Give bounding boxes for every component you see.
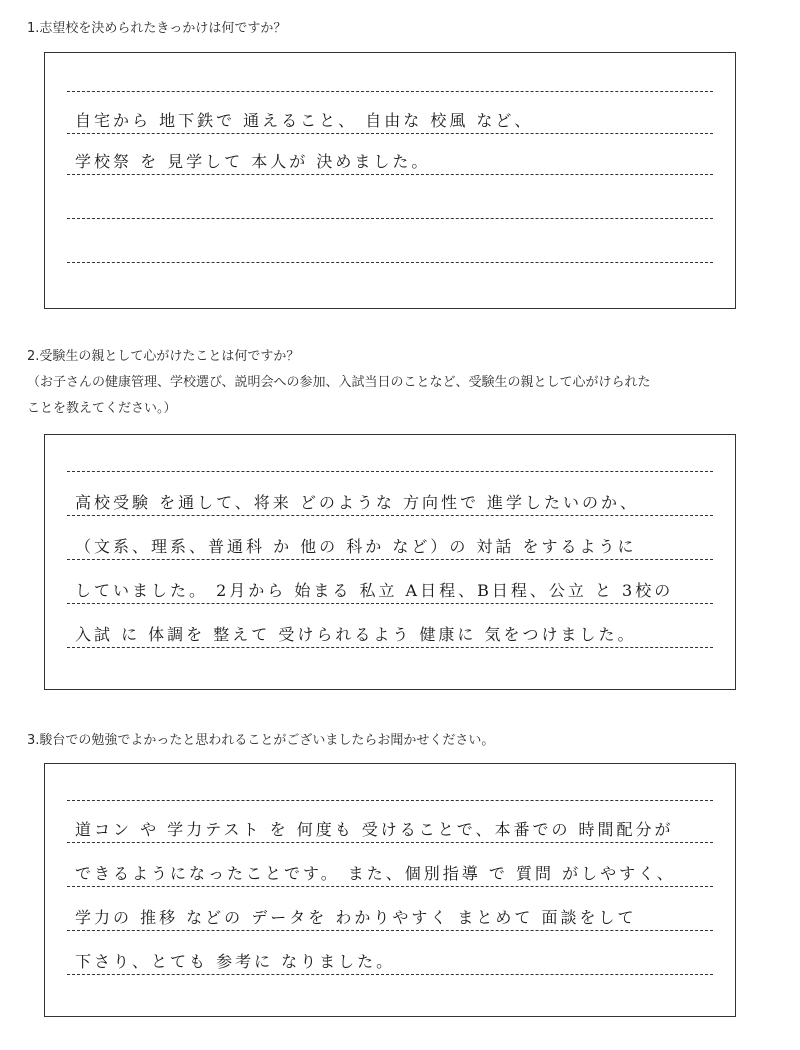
question-2-subtitle-cont: ことを教えてください。） [27, 401, 177, 416]
answer-line [67, 886, 713, 887]
answer-line [67, 262, 713, 263]
answer-line [67, 515, 713, 516]
answer-line [67, 471, 713, 472]
answer-box-1 [44, 52, 736, 309]
question-1-title: 1.志望校を決められたきっかけは何ですか？ [27, 21, 287, 36]
answer-line [67, 91, 713, 92]
question-2-title: 2.受験生の親として心がけたことは何ですか？ [27, 349, 300, 364]
answer-line [67, 174, 713, 175]
answer-line [67, 974, 713, 975]
handwritten-answer-line: 下さり、とても 参考に なりました。 [75, 952, 396, 971]
answer-line [67, 559, 713, 560]
answer-box-3 [44, 763, 736, 1017]
answer-line [67, 930, 713, 931]
answer-line [67, 842, 713, 843]
handwritten-answer-line: 自宅から 地下鉄で 通えること、 自由な 校風 など、 [75, 111, 534, 130]
handwritten-answer-line: できるようになったことです。 また、個別指導 で 質問 がしやすく、 [75, 864, 676, 883]
answer-line [67, 133, 713, 134]
answer-line [67, 603, 713, 604]
handwritten-answer-line: 高校受験 を通して、将来 どのような 方向性で 進学したいのか、 [75, 493, 640, 512]
question-3-title: 3.駿台での勉強でよかったと思われることがございましたらお聞かせください。 [27, 733, 495, 748]
handwritten-answer-line: （文系、理系、普通科 か 他の 科か など）の 対話 をするように [75, 537, 637, 556]
handwritten-answer-line: 入試 に 体調を 整えて 受けられるよう 健康に 気をつけました。 [75, 625, 637, 644]
answer-line [67, 647, 713, 648]
question-2-subtitle: （お子さんの健康管理、学校選び、説明会への参加、入試当日のことなど、受験生の親として心がけられた [27, 375, 651, 390]
answer-line [67, 218, 713, 219]
handwritten-answer-line: 学校祭 を 見学して 本人が 決めました。 [75, 152, 431, 171]
handwritten-answer-line: していました。 2月から 始まる 私立 A日程、B日程、公立 と 3校の [75, 581, 674, 600]
answer-box-2 [44, 434, 736, 690]
answer-line [67, 800, 713, 801]
handwritten-answer-line: 学力の 推移 などの データを わかりやすく まとめて 面談をして [75, 908, 637, 927]
handwritten-answer-line: 道コン や 学力テスト を 何度も 受けることで、本番での 時間配分が [75, 820, 674, 839]
